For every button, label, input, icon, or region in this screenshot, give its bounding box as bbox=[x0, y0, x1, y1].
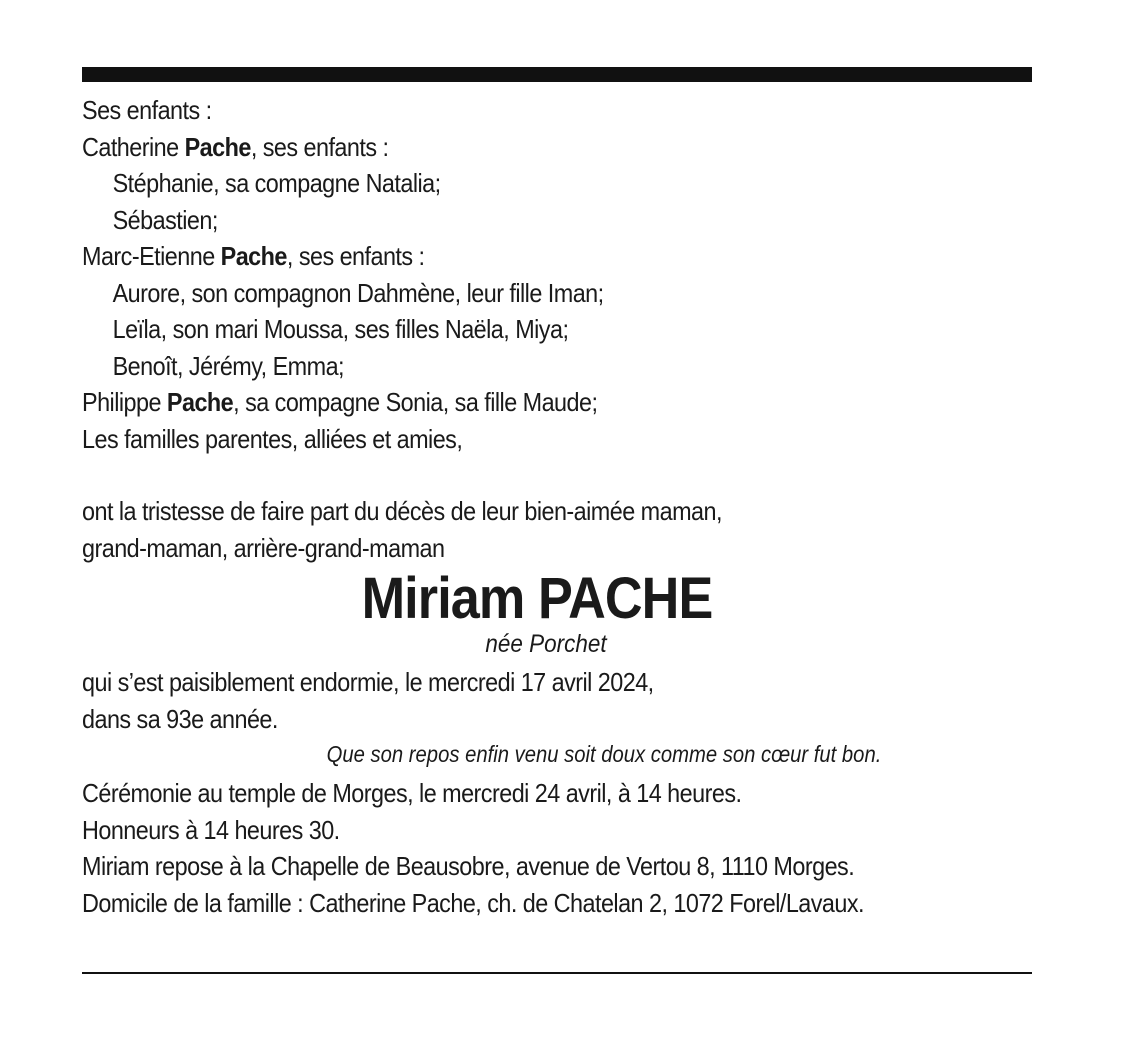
family-line-sebastien: Sébastien; bbox=[112, 204, 218, 235]
ceremony-line-3: Miriam repose à la Chapelle de Beausobre, avenue de Vertou 8, 1110 Morges. bbox=[82, 851, 855, 881]
family-line-marc-etienne: Marc-Etienne Pache, ses enfants : bbox=[82, 241, 425, 271]
maiden-name: née Porchet bbox=[485, 630, 607, 658]
bottom-rule bbox=[82, 972, 1032, 974]
family-line-catherine: Catherine Pache, ses enfants : bbox=[82, 131, 389, 162]
deceased-name: Miriam PACHE bbox=[361, 566, 713, 631]
ceremony-line-4: Domicile de la famille : Catherine Pache, ch. de Chatelan 2, 1072 Forel/Lavaux. bbox=[82, 887, 865, 918]
family-line-aurore: Aurore, son compagnon Dahmène, leur fille Iman; bbox=[112, 277, 604, 308]
family-line-stephanie: Stéphanie, sa compagne Natalia; bbox=[112, 168, 441, 198]
family-line-philippe: Philippe Pache, sa compagne Sonia, sa fille Maude; bbox=[82, 387, 598, 417]
details-line-1: qui s’est paisiblement endormie, le mercredi 17 avril 2024, bbox=[82, 667, 654, 697]
ceremony-line-1: Cérémonie au temple de Morges, le mercredi 24 avril, à 14 heures. bbox=[82, 778, 742, 808]
family-line-leila: Leïla, son mari Moussa, ses filles Naëla, Miya; bbox=[112, 314, 569, 344]
family-intro: Ses enfants : bbox=[82, 95, 212, 125]
announcement-line-1: ont la tristesse de faire part du décès de leur bien-aimée maman, bbox=[82, 496, 722, 526]
top-rule bbox=[82, 67, 1032, 82]
ceremony-line-2: Honneurs à 14 heures 30. bbox=[82, 814, 340, 845]
announcement-line-2: grand-maman, arrière-grand-maman bbox=[82, 532, 445, 563]
details-line-2: dans sa 93e année. bbox=[82, 703, 278, 734]
death-notice bbox=[82, 67, 1032, 921]
family-line-benoit: Benoît, Jérémy, Emma; bbox=[112, 350, 345, 381]
memorial-quote: Que son repos enfin venu soit doux comme son cœur fut bon. bbox=[326, 741, 882, 767]
family-line-relatives: Les familles parentes, alliées et amies, bbox=[82, 423, 463, 454]
